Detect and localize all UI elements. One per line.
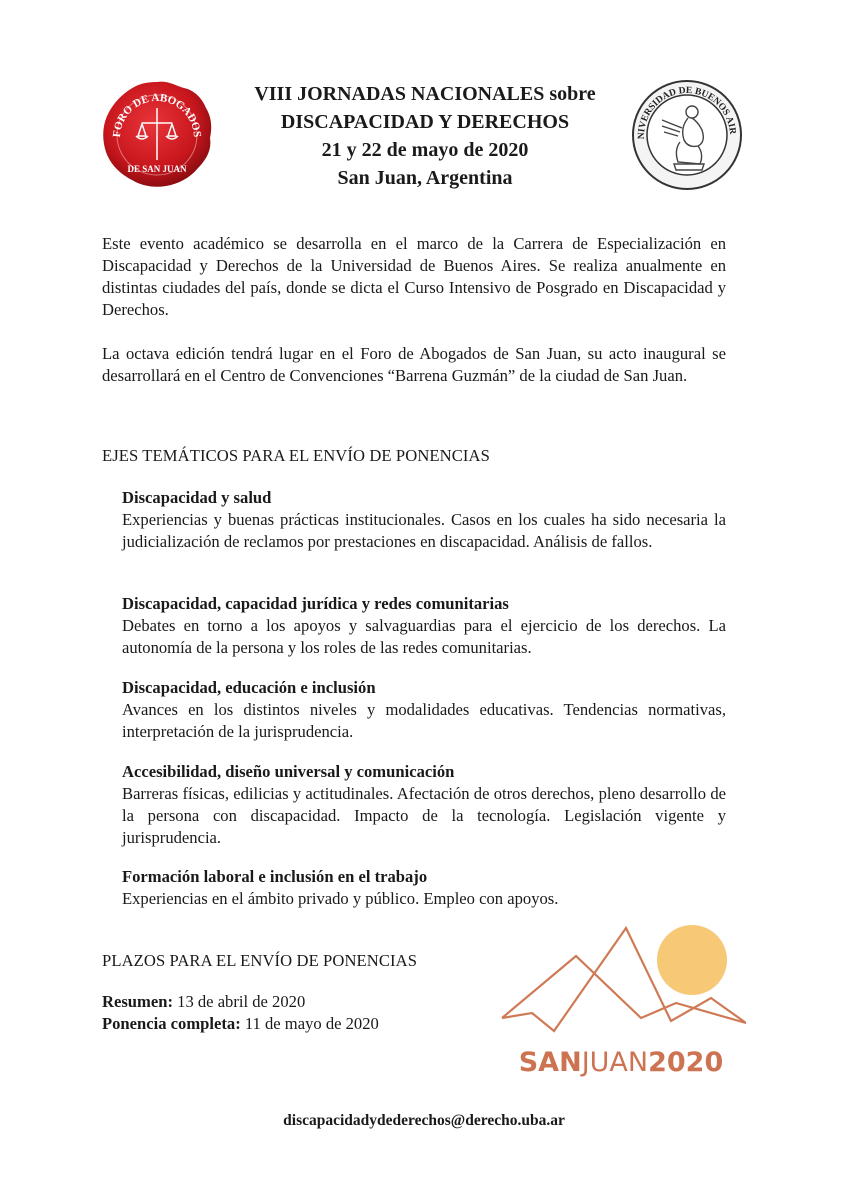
event-title-line: DISCAPACIDAD Y DERECHOS — [280, 111, 570, 133]
logo-text: SANJUAN2020 — [518, 1047, 724, 1078]
seal-bottom-text: DE SAN JUAN — [127, 164, 187, 174]
contact-email-link[interactable]: discapacidadydederechos@derecho.uba.ar — [283, 1112, 565, 1129]
venue-paragraph: La octava edición tendrá lugar en el Foro de Abogados de San Juan, su acto inaugural se desarrollará en el Centro de Convenciones “Barrena Guzmán” de la ciudad de San Juan. — [102, 344, 726, 385]
deadline-value: 11 de mayo de 2020 — [244, 1014, 379, 1033]
theme-item — [122, 487, 726, 553]
deadline-label: Resumen: — [102, 992, 173, 1011]
theme-item — [122, 677, 726, 743]
seal-top-text: FORO DE ABOGADOS — [110, 91, 204, 138]
deadline-abstract — [102, 991, 305, 1013]
theme-description: Debates en torno a los apoyos y salvaguardias para el ejercicio de los derechos. La autonomía de la persona y los roles de las redes comunitarias. — [122, 616, 726, 657]
theme-title: Accesibilidad, diseño universal y comunicación — [122, 762, 455, 781]
theme-description: Avances en los distintos niveles y modalidades educativas. Tendencias normativas, interpretación de la jurisprudencia. — [122, 700, 726, 741]
sun-icon — [657, 925, 727, 995]
theme-item — [122, 593, 726, 659]
sanjuan-2020-logo — [496, 918, 746, 1088]
theme-title: Discapacidad y salud — [122, 488, 272, 507]
event-location: San Juan, Argentina — [337, 167, 513, 189]
deadline-full-paper — [102, 1013, 379, 1035]
event-title-block — [230, 80, 620, 192]
deadline-label: Ponencia completa: — [102, 1014, 241, 1033]
event-title-line: VIII JORNADAS NACIONALES sobre — [254, 83, 596, 105]
theme-title: Formación laboral e inclusión en el trabajo — [122, 867, 428, 886]
uba-seal-icon — [628, 76, 746, 194]
deadline-value: 13 de abril de 2020 — [177, 992, 306, 1011]
theme-title: Discapacidad, educación e inclusión — [122, 678, 376, 697]
theme-description: Experiencias en el ámbito privado y público. Empleo con apoyos. — [122, 889, 559, 908]
theme-description: Barreras físicas, edilicias y actitudinales. Afectación de otros derechos, pleno desarrollo de la persona con discapacidad. Impacto de la tecnología. Legislación vigente y jurisprudencia. — [122, 784, 726, 847]
deadlines-heading: PLAZOS PARA EL ENVÍO DE PONENCIAS — [102, 951, 418, 970]
themes-heading: EJES TEMÁTICOS PARA EL ENVÍO DE PONENCIAS — [102, 446, 490, 465]
svg-text:UNIVERSIDAD DE BUENOS AIRES: NIVERSIDAD DE BUENOS AIR — [636, 85, 738, 140]
theme-item — [122, 866, 726, 910]
intro-paragraph: Este evento académico se desarrolla en el marco de la Carrera de Especialización en Discapacidad y Derechos de la Universidad de Buenos Aires. Se realiza anualmente en distintas ciudades del país, donde se dicta el Curso Intensivo de Posgrado en Discapacidad y Derechos. — [102, 234, 726, 319]
theme-title: Discapacidad, capacidad jurídica y redes comunitarias — [122, 594, 509, 613]
event-dates: 21 y 22 de mayo de 2020 — [321, 139, 529, 161]
theme-description: Experiencias y buenas prácticas institucionales. Casos en los cuales ha sido necesaria la judicialización de reclamos por prestaciones en discapacidad. Análisis de fallos. — [122, 510, 726, 551]
theme-item — [122, 761, 726, 849]
foro-abogados-seal-icon — [98, 78, 216, 190]
